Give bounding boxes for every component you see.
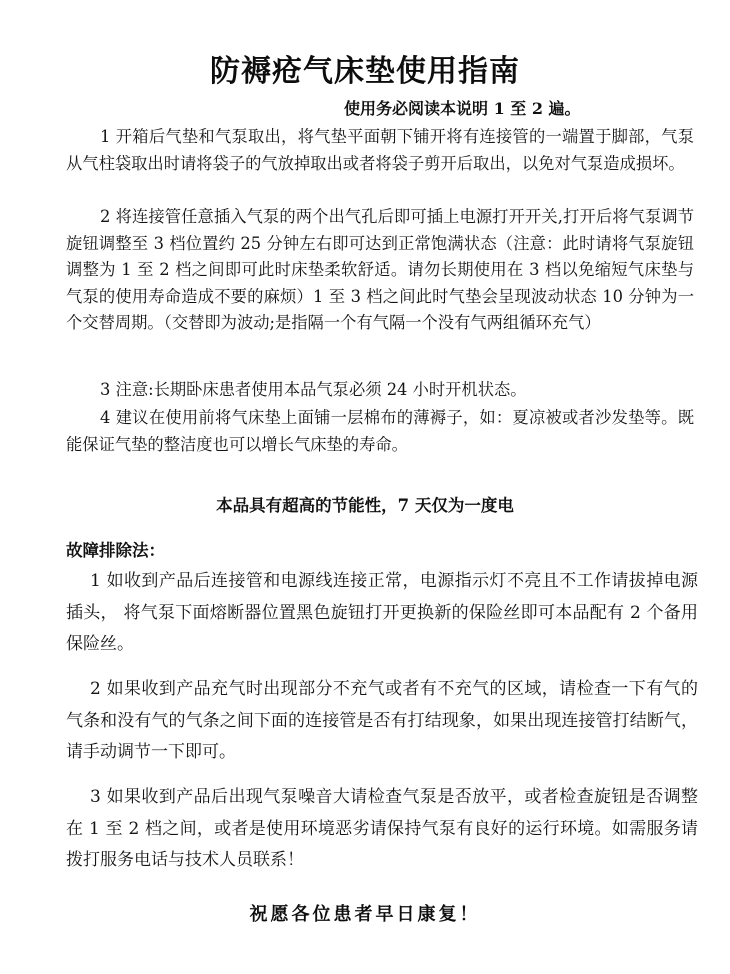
instruction-step-1: 1 开箱后气垫和气泵取出，将气垫平面朝下铺开将有连接管的一端置于脚部，气泵从气柱袋取出时请将袋子的气放掉取出或者将袋子剪开后取出，以免对气泵造成损坏。: [66, 127, 694, 173]
instruction-step-4: 4 建议在使用前将气床垫上面铺一层棉布的薄褥子，如：夏凉被或者沙发垫等。既能保证气垫的整洁度也可以增长气床垫的寿命。: [66, 408, 694, 454]
instruction-step-2: 2 将连接管任意插入气泵的两个出气孔后即可插上电源打开开关,打开后将气泵调节旋钮调整至 3 档位置约 25 分钟左右即可达到正常饱满状态（注意：此时请将气泵旋钮调整为 1 至 2 档之间即可此时床垫柔软舒适。请勿长期使用在 3 档以免缩短气床垫与气泵的使用寿命造成不要的麻烦）1 至 3 档之间此时气垫会呈现波动状态 10 分钟为一个交替周期。（交替即为波动;是指隔一个有气隔一个没有气两组循环充气）: [66, 207, 694, 332]
troubleshooting-item-3: 3 如果收到产品后出现气泵噪音大请检查气泵是否放平，或者检查旋钮是否调整在 1 至 2 档之间，或者是使用环境恶劣请保持气泵有良好的运行环境。如需服务请拨打服务电话与技术人员联系！: [66, 787, 698, 870]
energy-saving-note: 本品具有超高的节能性，7 天仅为一度电: [216, 496, 514, 515]
page-title: 防褥疮气床垫使用指南: [210, 54, 520, 89]
read-notice: 使用务必阅读本说明 1 至 2 遍。: [344, 99, 581, 118]
instruction-step-3: 3 注意:长期卧床患者使用本品气泵必须 24 小时开机状态。: [100, 380, 527, 399]
closing-wish: 祝愿各位患者早日康复！: [249, 904, 481, 925]
troubleshooting-heading: 故障排除法：: [66, 541, 165, 560]
troubleshooting-item-1: 1 如收到产品后连接管和电源线连接正常，电源指示灯不亮且不工作请拔掉电源插头， 将气泵下面熔断器位置黑色旋钮打开更换新的保险丝即可本品配有 2 个备用保险丝。: [66, 571, 698, 654]
troubleshooting-item-2: 2 如果收到产品充气时出现部分不充气或者有不充气的区域，请检查一下有气的气条和没有气的气条之间下面的连接管是否有打结现象，如果出现连接管打结断气，请手动调节一下即可。: [66, 679, 698, 762]
